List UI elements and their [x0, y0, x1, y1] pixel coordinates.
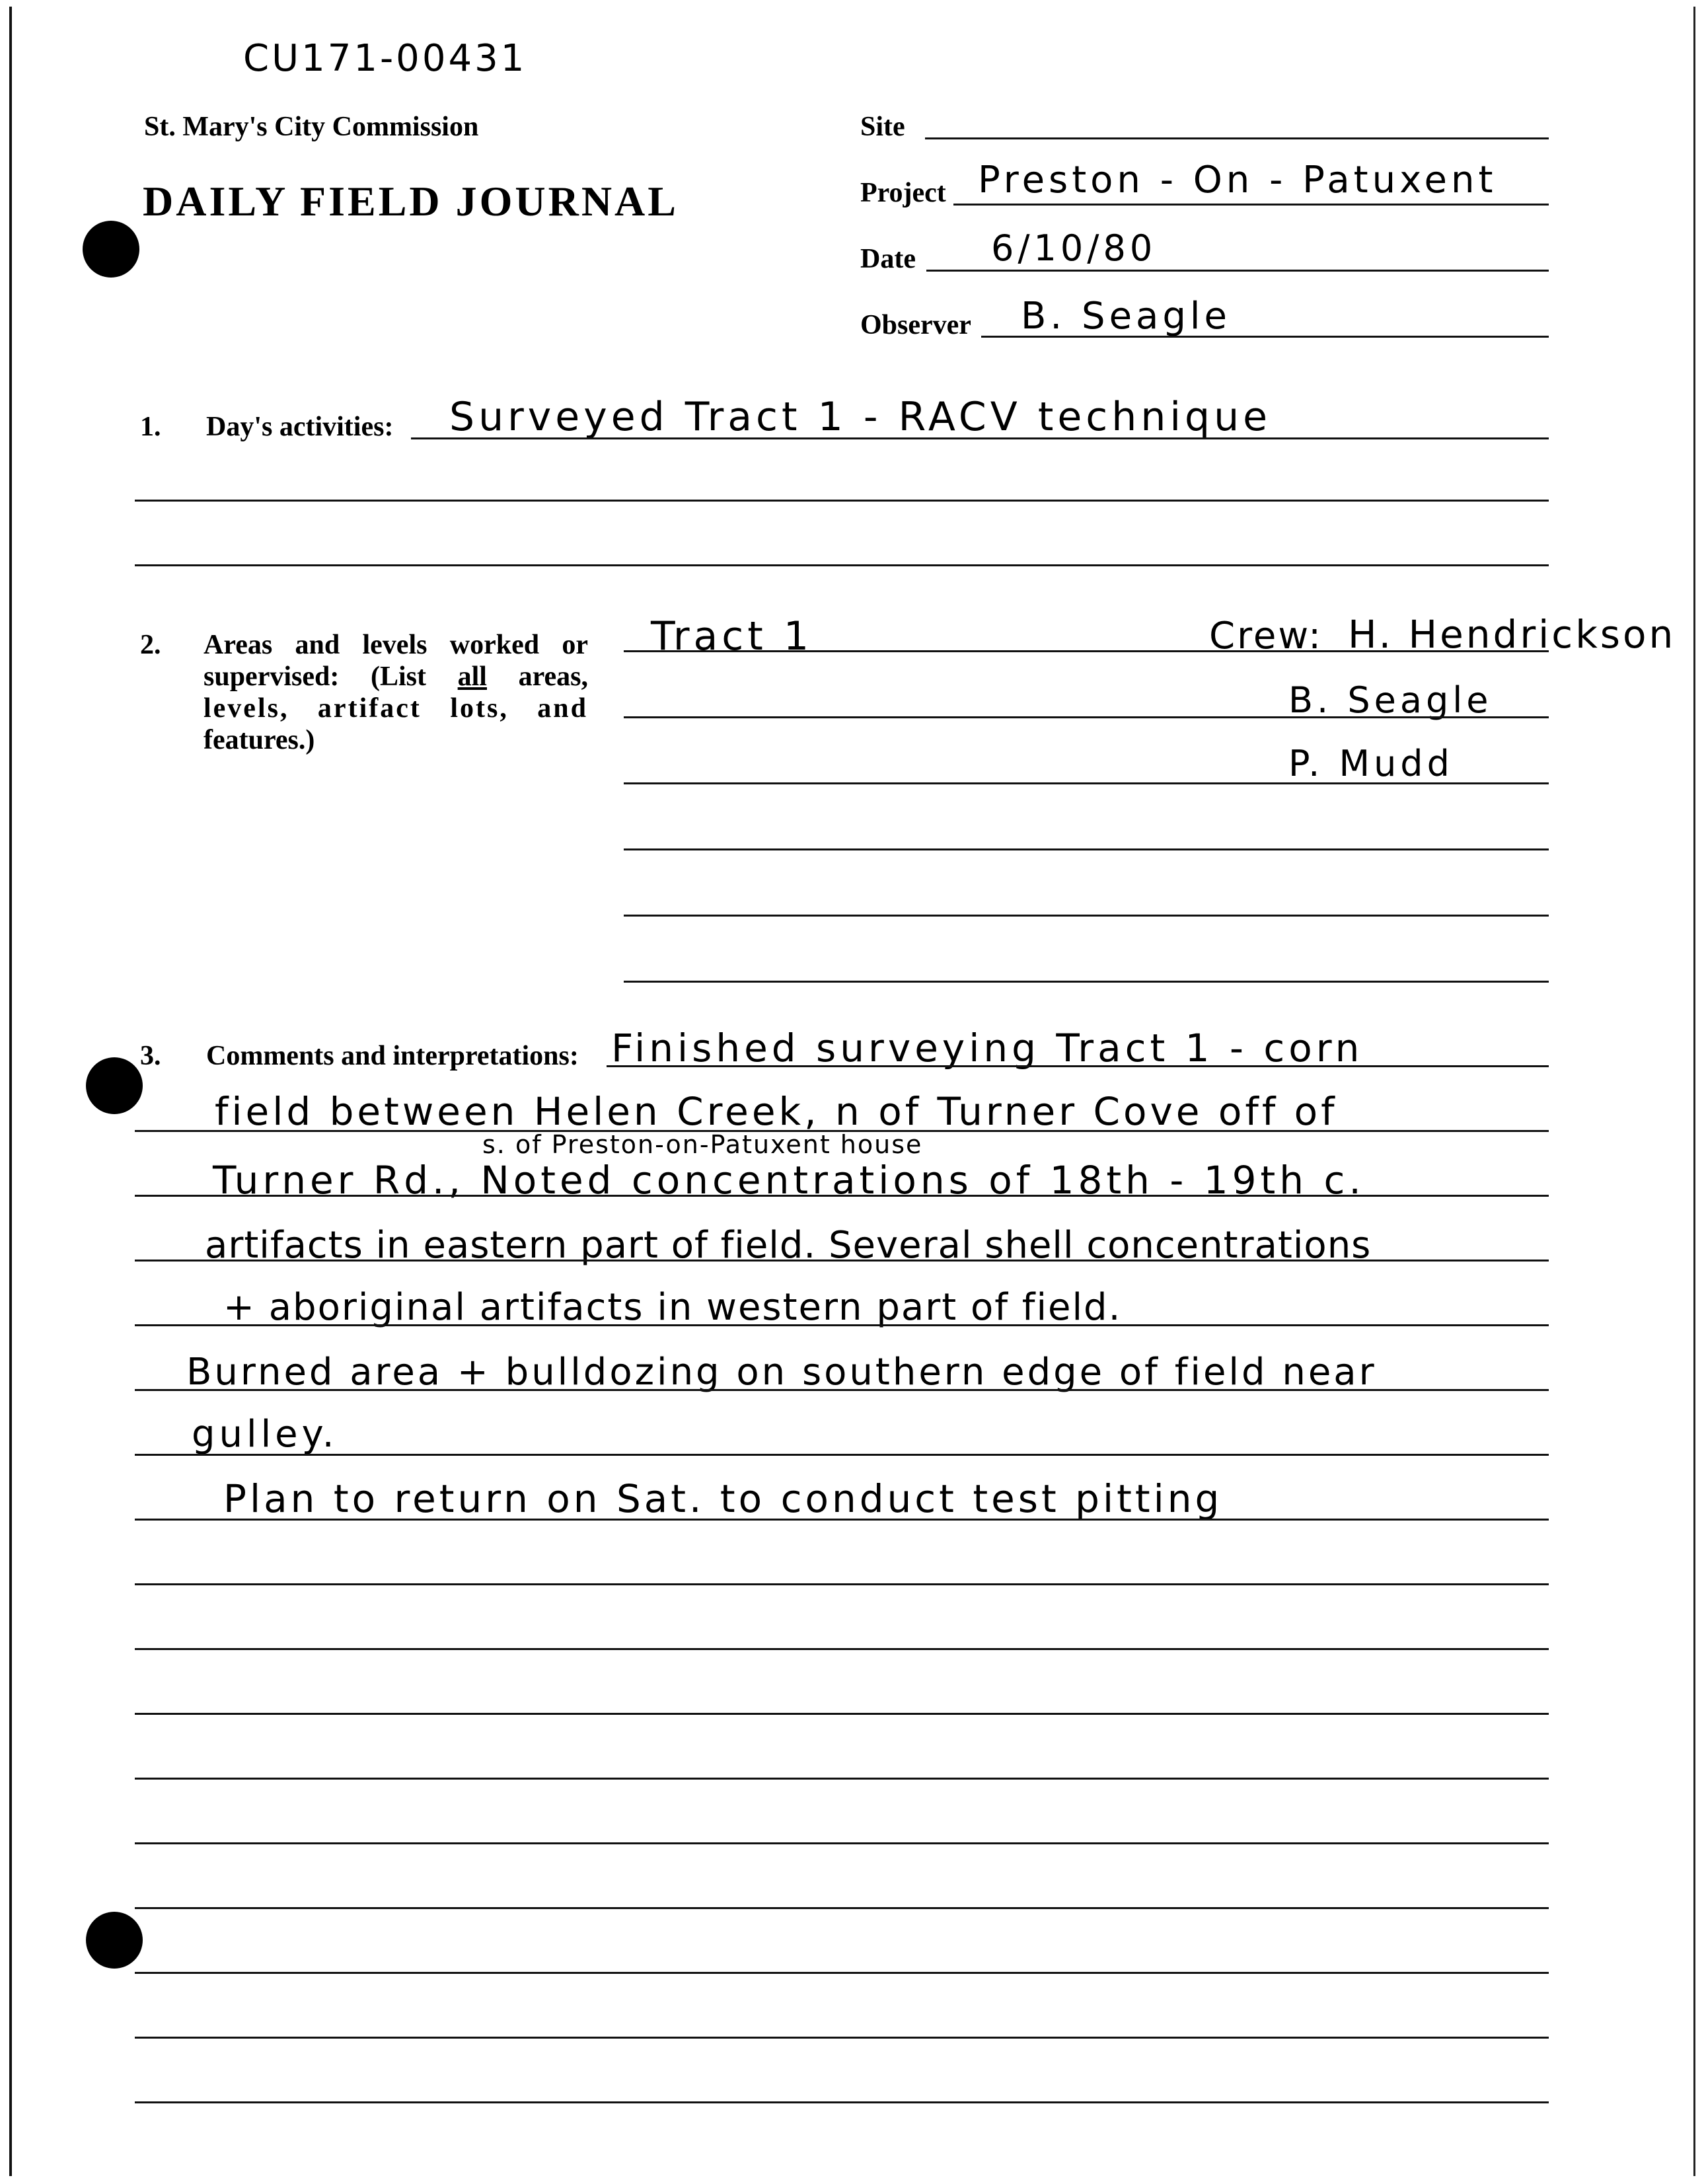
comment-line-7: gulley.: [192, 1413, 338, 1456]
section-3-line-6: [135, 1389, 1549, 1391]
section-1-number: 1.: [140, 412, 161, 442]
section-3-line-5: [135, 1324, 1549, 1326]
comment-line-2: field between Helen Creek, n of Turner Cove off of: [215, 1089, 1338, 1134]
document-code: CU171-00431: [243, 37, 527, 80]
section-2-label-line-2: [204, 661, 588, 693]
section-3-number: 3.: [140, 1041, 161, 1071]
section-2-label: [204, 629, 588, 756]
binder-hole-top: [83, 221, 139, 278]
comment-line-8: Plan to return on Sat. to conduct test pitting: [223, 1476, 1223, 1521]
project-field-line: [953, 204, 1549, 206]
section-3-line-10: [135, 1648, 1549, 1650]
section-2-number: 2.: [140, 630, 161, 660]
section-3-line-8: [135, 1519, 1549, 1521]
date-field-line: [926, 270, 1549, 272]
comment-line-3: Turner Rd., Noted concentrations of 18th - 19th c.: [213, 1158, 1365, 1203]
section-2-line-6: [624, 981, 1549, 983]
section-2-line-2: [624, 716, 1549, 718]
site-field-line: [925, 137, 1549, 139]
section-2-label-line-1: Areas and levels worked or: [204, 630, 588, 660]
section-1-value: Surveyed Tract 1 - RACV technique: [449, 394, 1272, 440]
crew-member-3: P. Mudd: [1288, 743, 1454, 784]
project-label: Project: [860, 178, 946, 208]
section-1-line-3: [135, 564, 1549, 566]
section-3-line-15: [135, 1972, 1549, 1974]
comment-line-1: Finished surveying Tract 1 - corn: [611, 1026, 1364, 1071]
crew-member-2: B. Seagle: [1288, 679, 1493, 721]
section-3-line-17: [135, 2101, 1549, 2103]
organization-name: St. Mary's City Commission: [144, 112, 479, 142]
crew-member-1: H. Hendrickson: [1348, 612, 1676, 657]
section-3-line-16: [135, 2037, 1549, 2039]
section-3-line-14: [135, 1907, 1549, 1909]
section-3-line-1: [607, 1065, 1549, 1067]
area-worked: Tract 1: [651, 613, 813, 659]
section-3-line-11: [135, 1713, 1549, 1715]
journal-title: DAILY FIELD JOURNAL: [143, 178, 679, 225]
comment-line-4: artifacts in eastern part of field. Several shell concentrations: [205, 1224, 1372, 1267]
section-1-line-2: [135, 500, 1549, 502]
binder-hole-bottom: [86, 1912, 143, 1969]
section-3-line-4: [135, 1260, 1549, 1261]
binder-hole-middle: [86, 1057, 143, 1114]
section-2-label-line-2a: supervised: (List: [204, 661, 458, 692]
section-2-line-1: [624, 650, 1549, 652]
section-3-label: Comments and interpretations:: [206, 1041, 579, 1071]
date-value: 6/10/80: [991, 227, 1157, 269]
section-3-line-2: [135, 1130, 1549, 1132]
section-3-line-7: [135, 1454, 1549, 1456]
section-3-line-12: [135, 1778, 1549, 1780]
crew-label: Crew:: [1209, 615, 1323, 658]
observer-value: B. Seagle: [1021, 295, 1231, 338]
section-3-line-9: [135, 1583, 1549, 1585]
section-3-line-3: [135, 1195, 1549, 1197]
comment-line-5: + aboriginal artifacts in western part of field.: [223, 1286, 1122, 1329]
section-2-line-5: [624, 915, 1549, 917]
section-2-label-line-3: levels, artifact lots, and: [204, 693, 588, 724]
section-2-label-line-2b: areas,: [486, 661, 588, 692]
section-1-label: Day's activities:: [206, 412, 394, 442]
comment-line-6: Burned area + bulldozing on southern edge of field near: [186, 1351, 1377, 1394]
comment-insertion: s. of Preston-on-Patuxent house: [482, 1130, 923, 1159]
site-label: Site: [860, 112, 905, 142]
section-2-label-all: all: [457, 661, 487, 692]
date-label: Date: [860, 244, 916, 274]
section-3-line-13: [135, 1842, 1549, 1844]
observer-label: Observer: [860, 310, 971, 340]
project-value: Preston - On - Patuxent: [978, 159, 1497, 202]
section-2-line-3: [624, 782, 1549, 784]
section-2-line-4: [624, 848, 1549, 850]
section-1-line-1: [411, 437, 1549, 439]
section-2-label-line-4: features.): [204, 725, 315, 755]
